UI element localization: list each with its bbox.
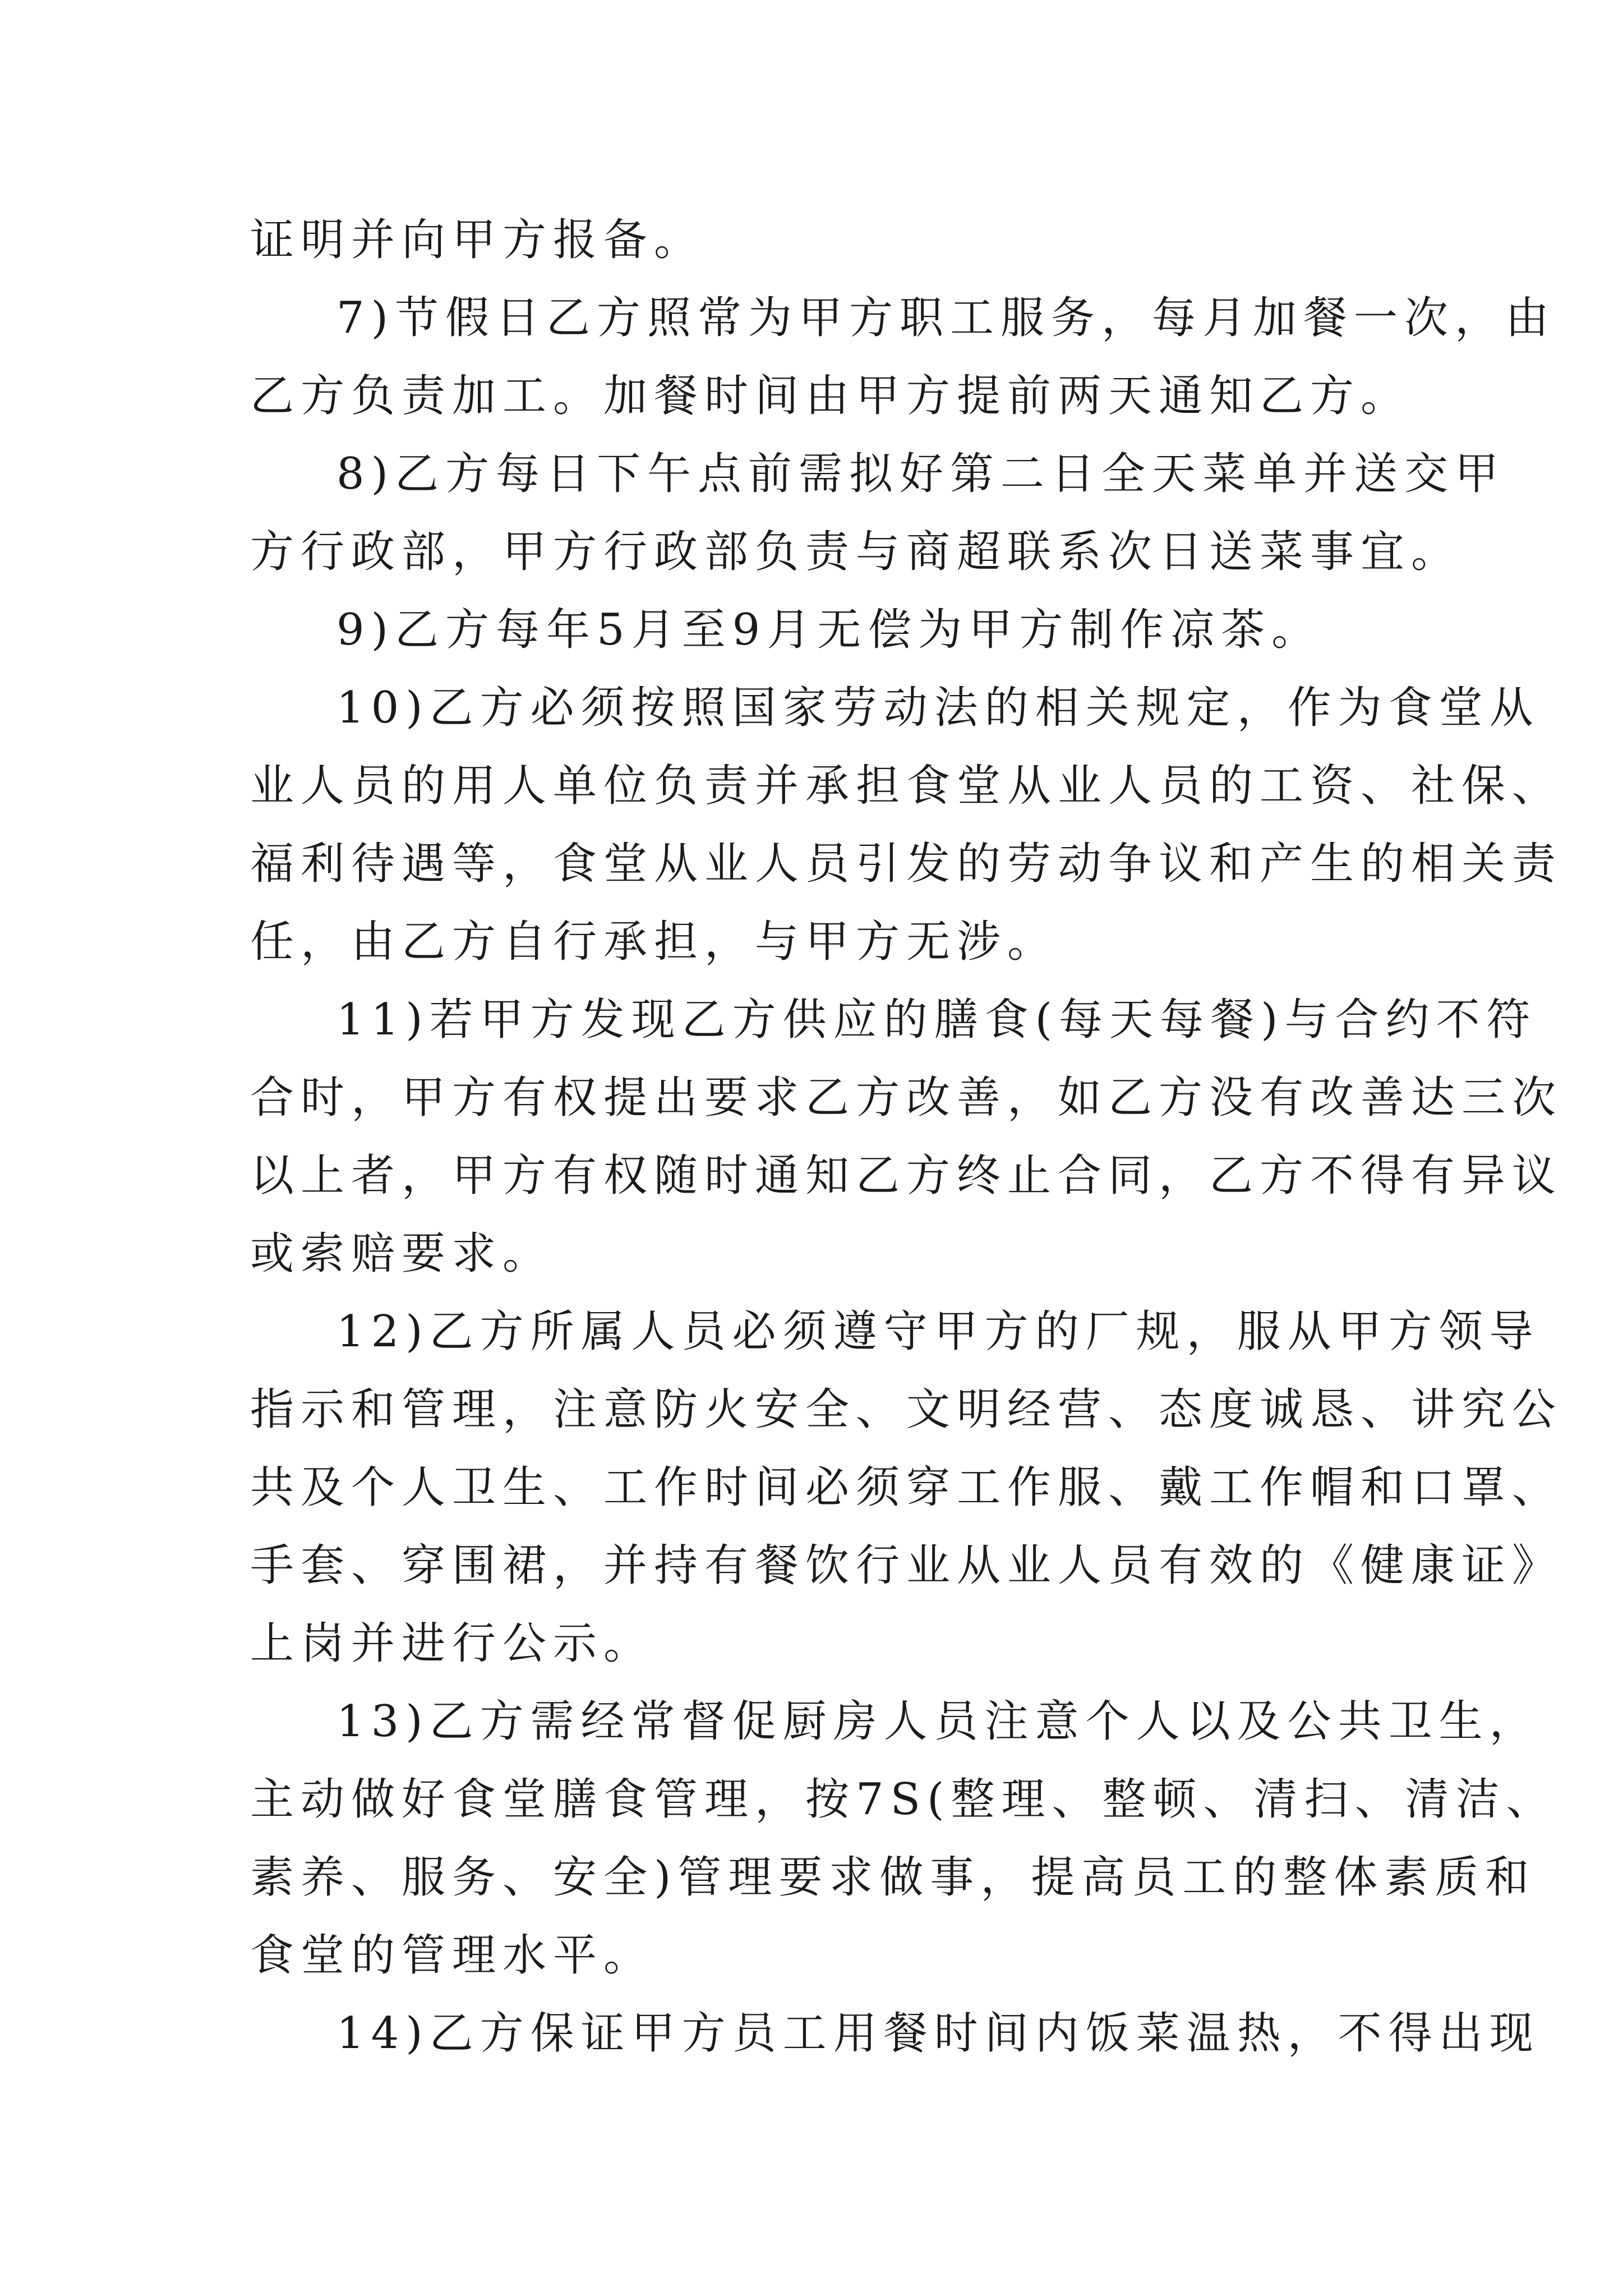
text-line: 12)乙方所属人员必须遵守甲方的厂规，服从甲方领导 xyxy=(336,1306,1540,1357)
text-line: 8)乙方每日下午点前需拟好第二日全天菜单并送交甲 xyxy=(336,449,1506,499)
text-line: 11)若甲方发现乙方供应的膳食(每天每餐)与合约不符 xyxy=(336,995,1537,1045)
text-line: 7)节假日乙方照常为甲方职工服务，每月加餐一次，由 xyxy=(336,293,1556,343)
text-line: 乙方负责加工。加餐时间由甲方提前两天通知乙方。 xyxy=(250,371,1412,421)
text-line: 方行政部，甲方行政部负责与商超联系次日送菜事宜。 xyxy=(250,527,1462,577)
text-line: 或索赔要求。 xyxy=(250,1228,554,1279)
text-line: 食堂的管理水平。 xyxy=(250,1930,654,1981)
text-line: 素养、服务、安全)管理要求做事，提高员工的整体素质和 xyxy=(250,1852,1536,1903)
text-line: 上岗并进行公示。 xyxy=(250,1618,654,1669)
text-line: 福利待遇等，食堂从业人员引发的劳动争议和产生的相关责 xyxy=(250,839,1563,889)
text-line: 10)乙方必须按照国家劳动法的相关规定，作为食堂从 xyxy=(336,683,1540,733)
text-line: 13)乙方需经常督促厨房人员注意个人以及公共卫生， xyxy=(336,1696,1540,1747)
text-line: 业人员的用人单位负责并承担食堂从业人员的工资、社保、 xyxy=(250,761,1563,811)
text-line: 14)乙方保证甲方员工用餐时间内饭菜温热，不得出现 xyxy=(336,2008,1540,2059)
text-line: 9)乙方每年5月至9月无偿为甲方制作凉茶。 xyxy=(336,605,1322,655)
text-line: 共及个人卫生、工作时间必须穿工作服、戴工作帽和口罩、 xyxy=(250,1462,1563,1513)
text-line: 证明并向甲方报备。 xyxy=(250,215,705,265)
text-line: 以上者，甲方有权随时通知乙方终止合同，乙方不得有异议 xyxy=(250,1151,1563,1201)
text-line: 合时，甲方有权提出要求乙方改善，如乙方没有改善达三次 xyxy=(250,1073,1563,1123)
text-line: 指示和管理，注意防火安全、文明经营、态度诚恳、讲究公 xyxy=(250,1384,1563,1435)
text-line: 手套、穿围裙，并持有餐饮行业从业人员有效的《健康证》 xyxy=(250,1540,1563,1591)
text-line: 主动做好食堂膳食管理，按7S(整理、整顿、清扫、清洁、 xyxy=(250,1774,1557,1825)
text-line: 任，由乙方自行承担，与甲方无涉。 xyxy=(250,917,1058,967)
